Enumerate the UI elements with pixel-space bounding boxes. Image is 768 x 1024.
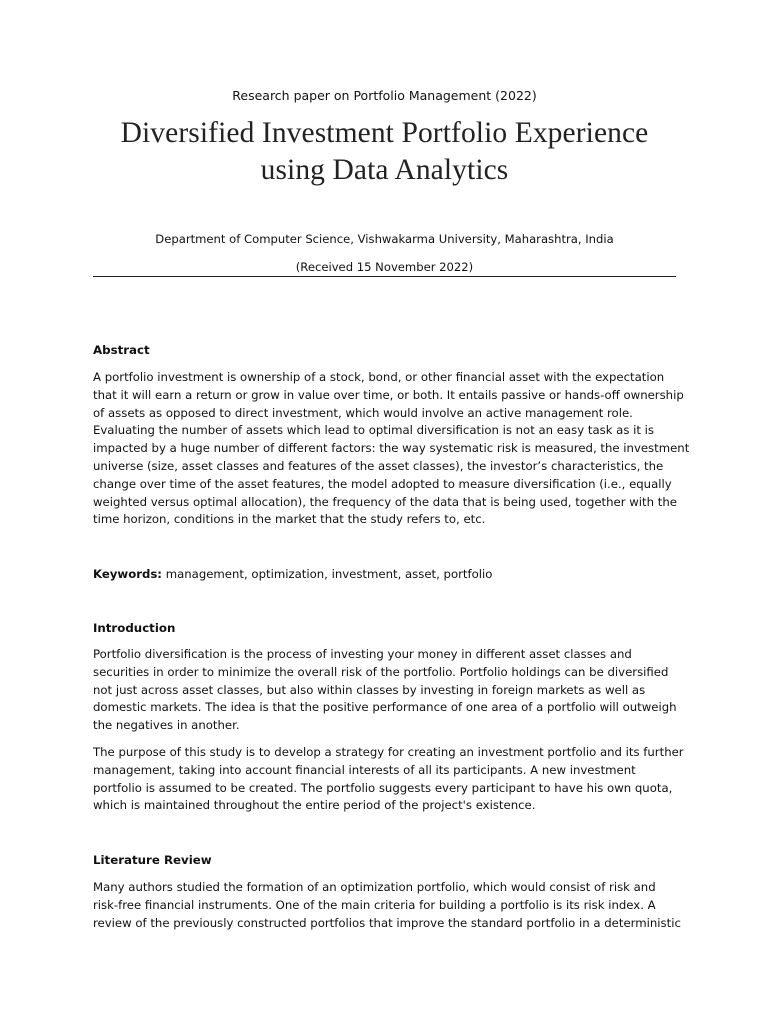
abstract-line: weighted versus optimal allocation), the frequency of the data that is being used, together with the <box>93 494 677 509</box>
title-line: Diversified Investment Portfolio Experience <box>120 117 649 149</box>
intro-line: portfolio is assumed to be created. The portfolio suggests every participant to have his own quota, <box>93 780 673 795</box>
abstract-line: impacted by a huge number of different factors: the way systematic risk is measured, the investment <box>93 441 690 456</box>
intro-line: The purpose of this study is to develop a strategy for creating an investment portfolio and its further <box>93 745 684 759</box>
title-line: using Data Analytics <box>260 154 509 186</box>
lit-line: Many authors studied the formation of an optimization portfolio, which would consist of risk and <box>93 880 656 894</box>
lit-line: risk-free financial instruments. One of the main criteria for building a portfolio is its risk index. A <box>93 897 656 912</box>
abstract-line: A portfolio investment is ownership of a stock, bond, or other financial asset with the expectation <box>93 370 665 384</box>
keywords-text: management, optimization, investment, asset, portfolio <box>161 567 493 581</box>
intro-line: Portfolio diversification is the process of investing your money in different asset classes and <box>93 647 632 661</box>
intro-line: which is maintained throughout the entire period of the project's existence. <box>93 798 536 813</box>
intro-line: domestic markets. The idea is that the positive performance of one area of a portfolio will outweigh <box>93 700 677 715</box>
keywords-label: Keywords: <box>93 567 162 581</box>
abstract-line: that it will earn a return or grow in value over time, or both. It entails passive or hands-off ownership <box>93 387 684 402</box>
intro-line: securities in order to minimize the overall risk of the portfolio. Portfolio holdings can be diversified <box>93 664 669 679</box>
abstract-line: universe (size, asset classes and features of the asset classes), the investor’s characteristics, the <box>93 458 664 473</box>
abstract-line: change over time of the asset features, the model adopted to measure diversification (i.e., equally <box>93 476 672 491</box>
literature-review-body <box>93 879 681 932</box>
intro-line: management, taking into account financial interests of all its participants. A new investment <box>93 762 636 777</box>
introduction-paragraph-1 <box>93 646 676 735</box>
abstract-heading: Abstract <box>93 343 150 357</box>
abstract-line: of assets as opposed to direct investment, which would involve an active management role. <box>93 405 633 420</box>
introduction-paragraph-2 <box>93 744 684 815</box>
abstract-line: time horizon, conditions in the market that the study refers to, etc. <box>93 512 486 527</box>
received-date: (Received 15 November 2022) <box>295 260 474 274</box>
intro-line: the negatives in another. <box>93 718 240 733</box>
abstract-body <box>93 369 690 529</box>
lit-line: review of the previously constructed portfolios that improve the standard portfolio in a deterministic <box>93 915 681 930</box>
literature-review-heading: Literature Review <box>93 853 212 867</box>
author-affiliation: Department of Computer Science, Vishwakarma University, Maharashtra, India <box>155 232 614 246</box>
introduction-heading: Introduction <box>93 621 176 635</box>
keywords-line <box>93 566 676 584</box>
paper-title <box>93 115 676 189</box>
intro-line: not just across asset classes, but also within classes by investing in foreign markets as well as <box>93 682 646 697</box>
title-divider <box>93 276 676 277</box>
paper-series-line: Research paper on Portfolio Management (2022) <box>232 88 537 103</box>
abstract-line: Evaluating the number of assets which lead to optimal diversification is not an easy task as it is <box>93 423 655 438</box>
